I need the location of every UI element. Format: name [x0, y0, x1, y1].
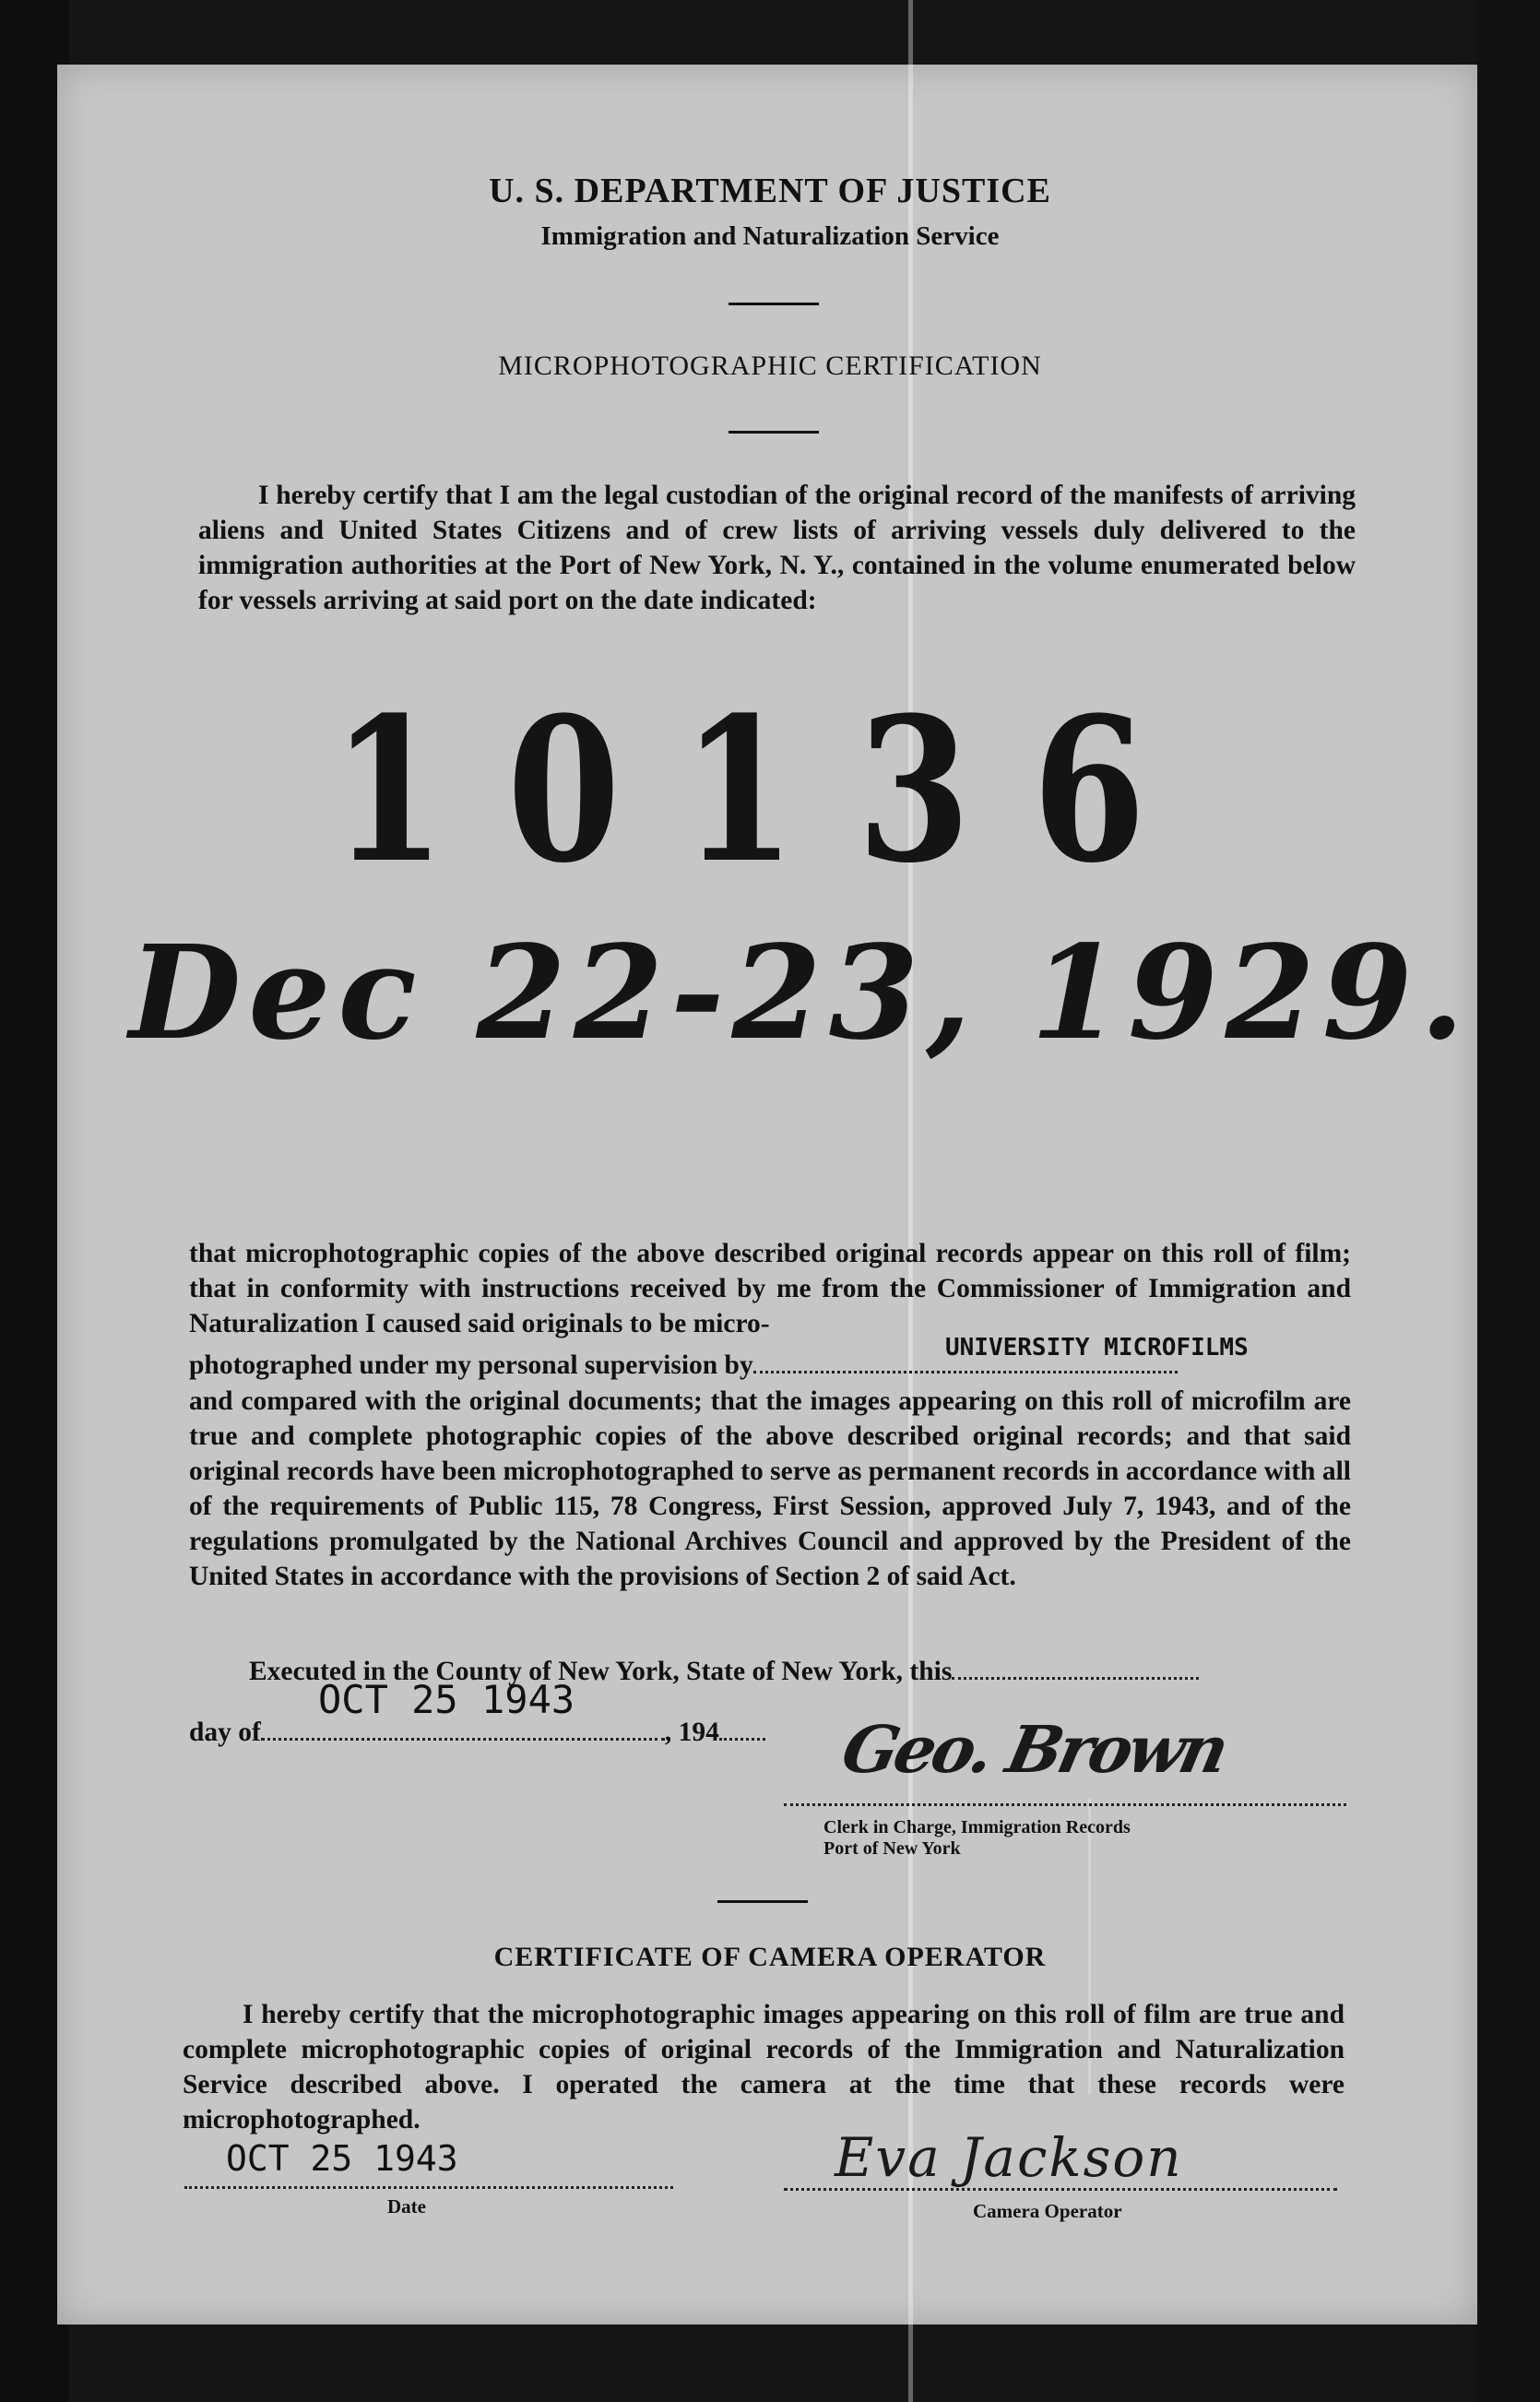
- certification-paragraph-2: that microphotographic copies of the above described original records appear on this roll of film; that in conformity with instructions received by me from the Commissioner of Immigration and Naturalization I caused said originals to be micro-: [189, 1239, 1351, 1338]
- executed-text: Executed in the County of New York, State of New York, this: [249, 1657, 953, 1686]
- photographer-prefix: photographed under my personal supervision by: [189, 1350, 753, 1380]
- camera-certificate-paragraph: I hereby certify that the microphotographic images appearing on this roll of film are true and complete microphotographic copies of original records of the Immigration and Naturalization Service described above. I operated the camera at the time that these records were microphotographed.: [183, 2000, 1345, 2134]
- divider: [717, 1900, 808, 1903]
- clerk-title-line-2: Port of New York: [823, 1838, 961, 1859]
- service-subtitle: Immigration and Naturalization Service: [540, 221, 1000, 251]
- clerk-title: [823, 1817, 1131, 1860]
- handwritten-volume-date: Dec 22-23, 1929.: [129, 918, 1473, 1069]
- operator-label: Camera Operator: [973, 2200, 1122, 2222]
- operator-signature: Eva Jackson: [835, 2126, 1183, 2189]
- dotted-fill: [719, 1714, 765, 1741]
- clerk-signature-line: [784, 1803, 1346, 1806]
- date-label: Date: [387, 2195, 426, 2218]
- certificate-page: [57, 65, 1477, 2325]
- divider: [729, 303, 819, 305]
- certification-title: MICROPHOTOGRAPHIC CERTIFICATION: [498, 351, 1042, 381]
- operator-signature-line: [784, 2188, 1337, 2191]
- certification-paragraph-3: and compared with the original documents; that the images appearing on this roll of microfilm are true and complete photographic copies of the above described original records; and that said original records have been microphotographed to serve as permanent records in accordance with all of the requirements of Public 115, 78 Congress, First Session, approved July 7, 1943, and of the regulations promulgated by the National Archives Council and approved by the President of the United States in accordance with the provisions of Section 2 of said Act.: [189, 1386, 1351, 1591]
- camera-certificate-title: CERTIFICATE OF CAMERA OPERATOR: [493, 1942, 1047, 1972]
- dotted-fill: [952, 1653, 1199, 1680]
- agency-title: U. S. DEPARTMENT OF JUSTICE: [489, 172, 1051, 210]
- photographer-stamp: UNIVERSITY MICROFILMS: [945, 1334, 1249, 1362]
- handwritten-volume-number: 10136: [332, 673, 1208, 907]
- year-prefix: , 194: [664, 1718, 719, 1747]
- divider: [729, 431, 819, 434]
- certification-paragraph-1: I hereby certify that I am the legal custodian of the original record of the manifests of arriving aliens and United States Citizens and of crew lists of arriving vessels duly delivered to the immigration authorities at the Port of New York, N. Y., contained in the volume enumerated below for vessels arriving at said port on the date indicated:: [198, 481, 1356, 615]
- clerk-title-line-1: Clerk in Charge, Immigration Records: [823, 1817, 1131, 1837]
- clerk-signature: Geo. Brown: [835, 1711, 1233, 1788]
- day-of-label: day of: [189, 1718, 261, 1747]
- date-signature-line: [184, 2186, 673, 2189]
- executed-date-stamp: OCT 25 1943: [318, 1677, 575, 1722]
- camera-date-stamp: OCT 25 1943: [226, 2138, 458, 2179]
